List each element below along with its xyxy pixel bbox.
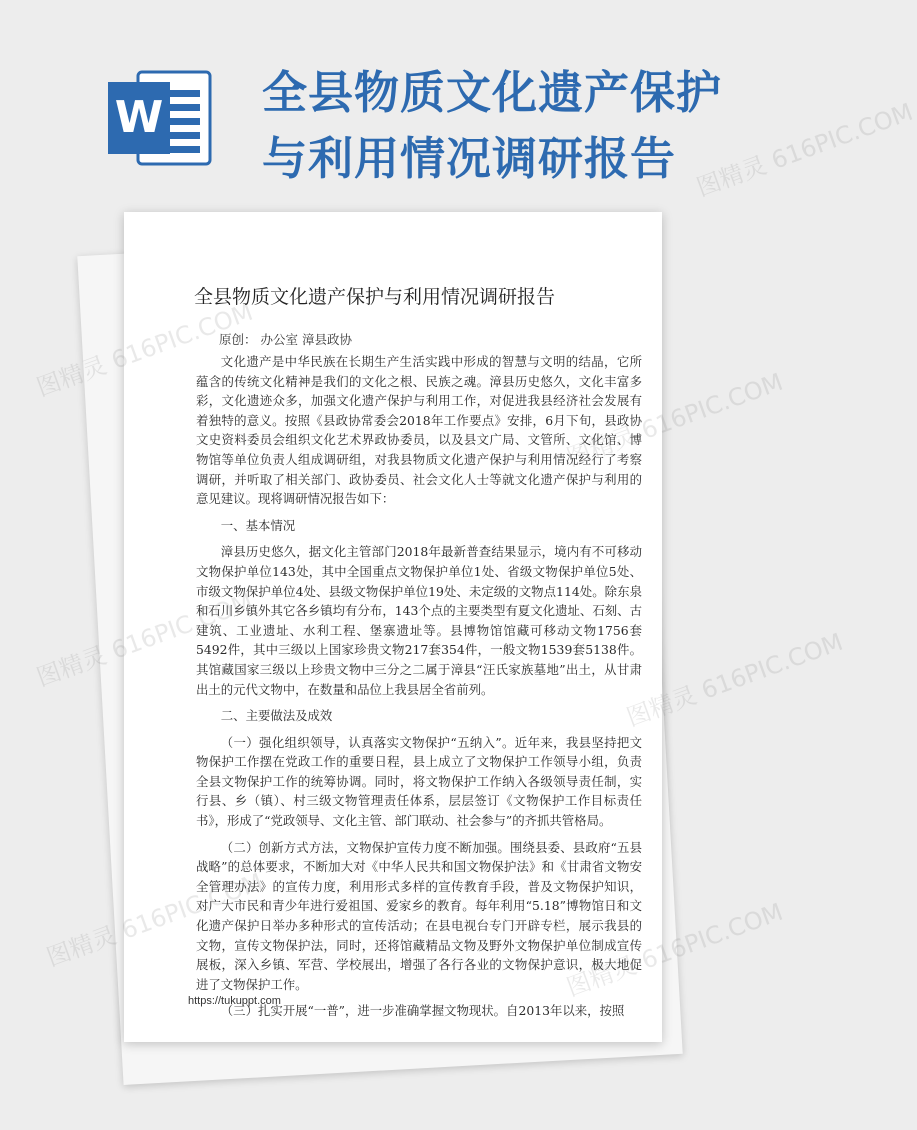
- watermark: 616PIC.COM: [637, 897, 787, 975]
- page-header: [0, 0, 800, 200]
- watermark: 图精灵 616PIC.COM: [562, 367, 787, 472]
- document-page: [124, 212, 662, 1042]
- section-heading-practices: 二、主要做法及成效: [220, 708, 333, 724]
- basic-situation-paragraph: 漳县历史悠久，据文化主管部门2018年最新普查结果显示，境内有不可移动文物保护单位143处，其中全国重点文物保护单位1处、省级文物保护单位5处、市级文物保护单位4处、县级文物保护单位19处、未定级的文物点114处。除东泉和石川乡镇外其它各乡镇均有分布，143个点的主要类型有夏文化遗址、石刻、古建筑、工业遗址、水利工程、堡寨遗址等。县博物馆馆藏可移动文物1756套5492件，其中三级以上国家珍贵文物217套354件，一般文物1539套5138件。其馆藏国家三级以上珍贵文物中三分之二属于漳县“汪氏家族墓地”出土，从甘肃出土的元代文物中，在数量和品位上我县居全省前列。: [196, 544, 642, 697]
- watermark: 图精灵 616PIC.COM: [622, 627, 847, 732]
- header-title: 全县物质文化遗产保护与利用情况调研报告: [262, 66, 723, 185]
- practice-paragraph-1: （一）强化组织领导，认真落实文物保护“五纳入”。近年来，我县坚持把文物保护工作摆在党政工作的重要日程，县上成立了文物保护工作领导小组，负责全县文物保护工作的统筹协调。同时，将文物保护工作纳入各级领导责任制，实行县、乡（镇）、村三级文物管理责任体系，层层签订《文物保护工作目标责任书》，形成了“党政领导、文化主管、部门联动、社会参与”的齐抓共管格局。: [196, 734, 642, 829]
- word-icon-letter: W: [114, 92, 164, 143]
- word-document-icon: [108, 68, 214, 168]
- watermark: 图精灵: [32, 351, 111, 402]
- watermark: 图精灵: [32, 641, 111, 692]
- section-heading-basic: 一、基本情况: [220, 517, 296, 533]
- watermark: 图精灵: [42, 921, 121, 972]
- watermark: 图精灵 616PIC.COM: [692, 97, 917, 202]
- footer-url[interactable]: https://tukuppt.com: [188, 995, 281, 1007]
- report-title: 全县物质文化遗产保护与利用情况调研报告: [194, 286, 556, 308]
- byline: 原创： 办公室 漳县政协: [219, 332, 352, 347]
- intro-paragraph: 文化遗产是中华民族在长期生产生活实践中形成的智慧与文明的结晶，它所蕴含的传统文化精神是我们的文化之根、民族之魂。漳县历史悠久，文化丰富多彩，文化遗迹众多，加强文化遗产保护与利用工作，对促进我县经济社会发展有着独特的意义。按照《县政协常委会2018年工作要点》安排，6月下旬，县政协文史资料委员会组织文化艺术界政协委员，以及县文广局、文管所、文化馆、博物馆等单位负责人组成调研组，对我县物质文化遗产保护与利用情况经行了考察调研，并听取了相关部门、政协委员、社会文化人士等就文化遗产保护与利用的意见建议。现将调研情况报告如下：: [196, 354, 642, 507]
- document-body: [196, 352, 642, 1028]
- practice-paragraph-3: （三）扎实开展“一普”，进一步准确掌握文物现状。自2013年以来，按照: [220, 1003, 625, 1019]
- practice-paragraph-2: （二）创新方式方法，文物保护宣传力度不断加强。围绕县委、县政府“五县战略”的总体要求，不断加大对《中华人民共和国文物保护法》和《甘肃省文物安全管理办法》的宣传力度，利用形式多样的宣传教育手段，普及文物保护知识，对广大市民和青少年进行爱祖国、爱家乡的教育。每年利用“5.18”博物馆日和文化遗产保护日举办多种形式的宣传活动；在县电视台专门开辟专栏，展示我县的文物，宣传文物保护法，同时，还将馆藏精品文物及野外文物保护单位制成宣传展板，深入乡镇、军营、学校展出，增强了各行各业的文物保护意识，极大地促进了文物保护工作。: [196, 839, 642, 992]
